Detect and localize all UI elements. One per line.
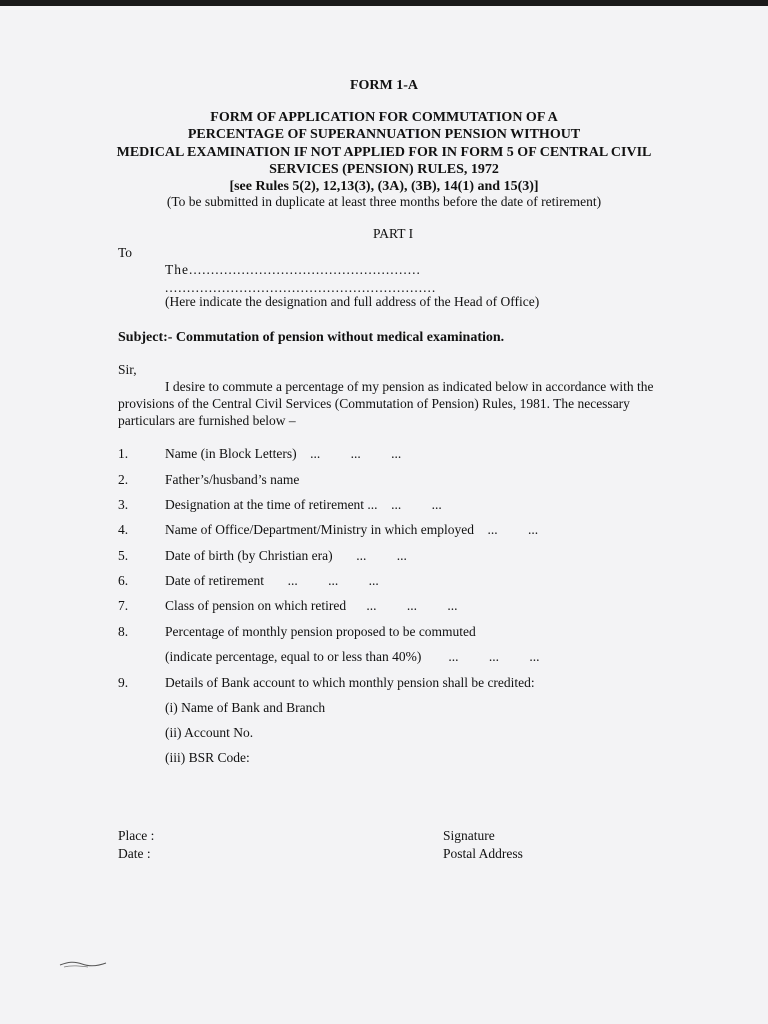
form-title-line-3: MEDICAL EXAMINATION IF NOT APPLIED FOR IN FORM 5 OF CENTRAL CIVIL: [116, 145, 652, 160]
item-label-father-husband: Father’s/husband’s name: [165, 472, 300, 487]
subject-line: Subject:- Commutation of pension without medical examination.: [118, 330, 505, 345]
item-label-percentage: Percentage of monthly pension proposed to be commuted: [165, 624, 476, 639]
postal-address-label: Postal Address: [443, 846, 523, 861]
item-label-class-of-pension: Class of pension on which retired ... ... ...: [165, 598, 458, 613]
signature-label: Signature: [443, 828, 495, 843]
item-label-office: Name of Office/Department/Ministry in which employed ... ...: [165, 522, 539, 537]
item-label-designation: Designation at the time of retirement ... ... ...: [165, 497, 442, 512]
item-number: 3.: [118, 497, 129, 512]
item-number: 7.: [118, 598, 129, 613]
part-heading: PART I: [373, 226, 414, 241]
item-number: 8.: [118, 624, 129, 639]
item-label-bank-name: (i) Name of Bank and Branch: [165, 700, 326, 715]
item-number: 1.: [118, 446, 129, 461]
form-instruction: (To be submitted in duplicate at least three months before the date of retirement): [166, 194, 602, 209]
form-title-line-2: PERCENTAGE OF SUPERANNUATION PENSION WITHOUT: [187, 127, 581, 142]
item-number: 2.: [118, 472, 129, 487]
item-label-date-of-birth: Date of birth (by Christian era) ... ...: [165, 548, 407, 563]
item-number: 9.: [118, 675, 129, 690]
item-label-account-no: (ii) Account No.: [165, 725, 254, 740]
form-title-line-1: FORM OF APPLICATION FOR COMMUTATION OF A: [210, 110, 558, 125]
address-note: (Here indicate the designation and full address of the Head of Office): [165, 294, 540, 309]
item-label-percentage-note: (indicate percentage, equal to or less than 40%) ... ... ...: [165, 649, 540, 664]
salutation: Sir,: [118, 362, 137, 377]
item-label-name: Name (in Block Letters) ... ... ...: [165, 446, 402, 461]
item-label-bank-details: Details of Bank account to which monthly pension shall be credited:: [165, 675, 535, 690]
item-label-bsr-code: (iii) BSR Code:: [165, 750, 250, 765]
body-line-2: provisions of the Central Civil Services (Commutation of Pension) Rules, 1981. The necessary: [118, 396, 630, 411]
item-label-date-of-retirement: Date of retirement ... ... ...: [165, 573, 379, 588]
date-label: Date :: [118, 846, 151, 861]
form-title-line-4: SERVICES (PENSION) RULES, 1972: [269, 162, 499, 177]
item-number: 5.: [118, 548, 129, 563]
form-rules-reference: [see Rules 5(2), 12,13(3), (3A), (3B), 14(1) and 15(3)]: [229, 179, 539, 194]
address-the-line: The.....................................................: [165, 262, 421, 277]
body-line-1: I desire to commute a percentage of my pension as indicated below in accordance with the: [165, 379, 654, 394]
place-label: Place :: [118, 828, 155, 843]
pen-scribble-mark: [58, 956, 108, 970]
form-number: FORM 1-A: [349, 78, 419, 93]
item-number: 4.: [118, 522, 129, 537]
address-to: To: [118, 245, 133, 260]
body-line-3: particulars are furnished below –: [118, 413, 296, 428]
address-dots-line: ..............................................................: [165, 280, 437, 295]
item-number: 6.: [118, 573, 129, 588]
